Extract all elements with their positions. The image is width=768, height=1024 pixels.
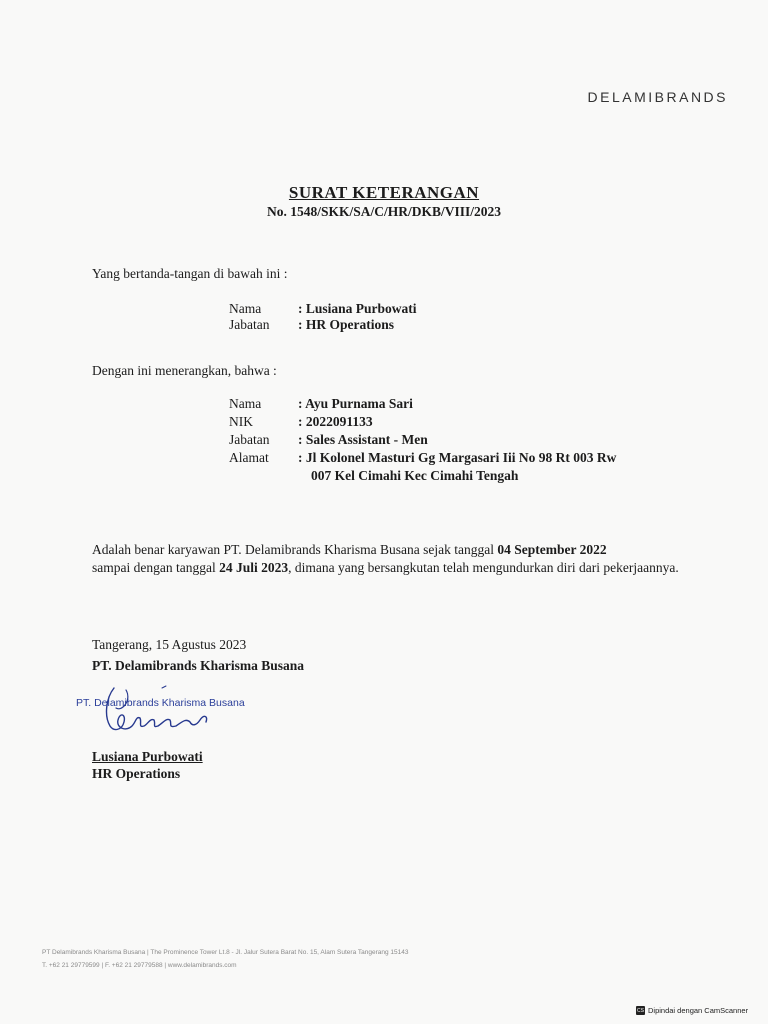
intro-text: Yang bertanda-tangan di bawah ini :: [92, 266, 288, 281]
brand-logo-text: DELAMIBRANDS: [587, 89, 728, 105]
footer-address: PT Delamibrands Kharisma Busana | The Prominence Tower Lt.8 - Jl. Jalur Sutera Barat No. 15, Alam Sutera Tangerang 15143: [42, 949, 409, 956]
body-text-part1: Adalah benar karyawan PT. Delamibrands Kharisma Busana sejak tanggal: [92, 542, 498, 557]
place-date: Tangerang, 15 Agustus 2023: [92, 637, 247, 652]
letter-body: [92, 541, 692, 576]
camscanner-text: Dipindai dengan CamScanner: [648, 1006, 749, 1015]
employee-address-value: : Jl Kolonel Masturi Gg Margasari Iii No 98 Rt 003 Rw: [298, 450, 617, 465]
employee-position-label: Jabatan: [229, 432, 270, 447]
signatory-position-label: Jabatan: [229, 317, 270, 332]
employee-address-continued: 007 Kel Cimahi Kec Cimahi Tengah: [311, 468, 519, 483]
company-name: PT. Delamibrands Kharisma Busana: [92, 658, 305, 673]
body-text-part2: sampai dengan tanggal: [92, 559, 220, 575]
start-date: 04 September 2022: [497, 542, 607, 557]
signatory-name-value: : Lusiana Purbowati: [298, 301, 417, 316]
camscanner-icon: CS: [637, 1007, 644, 1014]
employee-position-value: : Sales Assistant - Men: [298, 432, 428, 447]
employee-name-value: : Ayu Purnama Sari: [298, 396, 413, 411]
letter-number: No. 1548/SKK/SA/C/HR/DKB/VIII/2023: [266, 204, 502, 219]
signer-title: HR Operations: [92, 766, 181, 781]
signatory-position-value: : HR Operations: [298, 317, 394, 332]
signer-name: Lusiana Purbowati: [92, 749, 203, 764]
statement-intro: Dengan ini menerangkan, bahwa :: [92, 363, 277, 378]
employee-nik-label: NIK: [229, 414, 253, 429]
footer-contact: T. +62 21 29779599 | F. +62 21 29779588 | www.delamibrands.com: [42, 962, 237, 969]
signatory-name-label: Nama: [229, 301, 262, 316]
employee-address-label: Alamat: [229, 450, 269, 465]
camscanner-watermark: [636, 1006, 748, 1015]
letter-title: SURAT KETERANGAN: [288, 183, 480, 202]
company-stamp: PT. Delamibrands Kharisma Busana: [76, 697, 245, 709]
employee-name-label: Nama: [229, 396, 262, 411]
signature-icon: [92, 682, 252, 742]
end-date: 24 Juli 2023: [219, 559, 289, 575]
body-text-part3: , dimana yang bersangkutan telah mengundurkan diri dari pekerjaannya.: [288, 559, 679, 575]
employee-nik-value: : 2022091133: [298, 414, 373, 429]
